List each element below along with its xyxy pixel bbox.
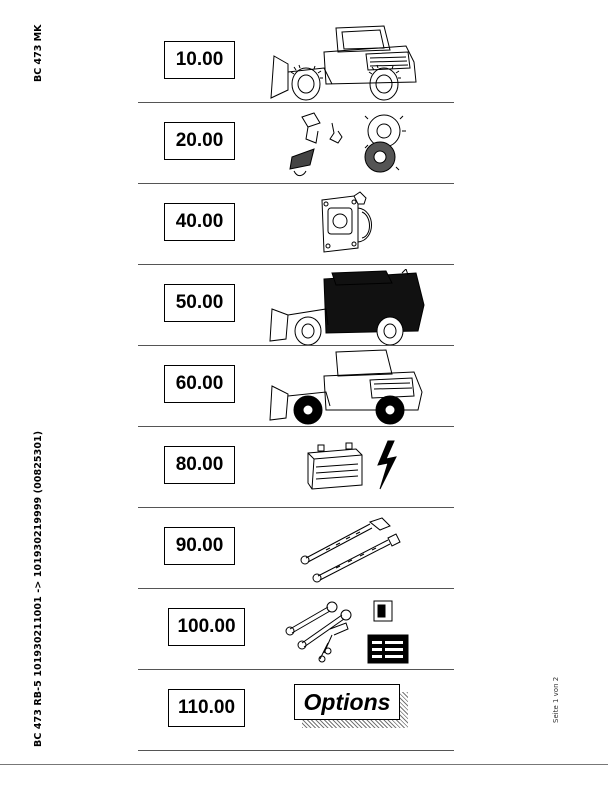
engine-components-icon	[284, 109, 414, 181]
tools-keys-fuel-icon	[284, 595, 414, 667]
section-row-80[interactable]	[138, 427, 454, 508]
hydraulic-hoses-icon	[296, 514, 406, 584]
options-label-icon	[294, 684, 408, 728]
options-label-text: Options	[294, 684, 400, 720]
section-row-10[interactable]	[138, 22, 454, 103]
drive-gearbox-icon	[314, 190, 384, 258]
section-code-button[interactable]: 40.00	[164, 203, 235, 241]
section-row-90[interactable]	[138, 508, 454, 589]
compactor-machine-outline-icon	[266, 24, 426, 102]
section-code-button[interactable]: 90.00	[164, 527, 235, 565]
section-row-110[interactable]	[138, 670, 454, 751]
section-code-button[interactable]: 10.00	[164, 41, 235, 79]
section-row-100[interactable]	[138, 589, 454, 670]
section-row-60[interactable]	[138, 346, 454, 427]
section-code-button[interactable]: 100.00	[168, 608, 245, 646]
section-row-40[interactable]	[138, 184, 454, 265]
footer-rule	[0, 764, 608, 765]
page-number: Seite 1 von 2	[552, 676, 560, 723]
battery-lightning-icon	[302, 437, 412, 499]
row-divider	[138, 750, 454, 751]
section-code-button[interactable]: 110.00	[168, 689, 245, 727]
section-code-button[interactable]: 60.00	[164, 365, 235, 403]
section-row-20[interactable]	[138, 103, 454, 184]
section-row-50[interactable]	[138, 265, 454, 346]
compactor-machine-black-icon	[266, 269, 430, 345]
side-model-title: BC 473 MK	[33, 24, 44, 82]
section-code-button[interactable]: 80.00	[164, 446, 235, 484]
side-series-info: BC 473 RB-5 101930211001 -> 101930219999 (00825301)	[33, 430, 44, 747]
section-code-button[interactable]: 20.00	[164, 122, 235, 160]
compactor-machine-wheels-icon	[266, 348, 430, 426]
section-code-button[interactable]: 50.00	[164, 284, 235, 322]
